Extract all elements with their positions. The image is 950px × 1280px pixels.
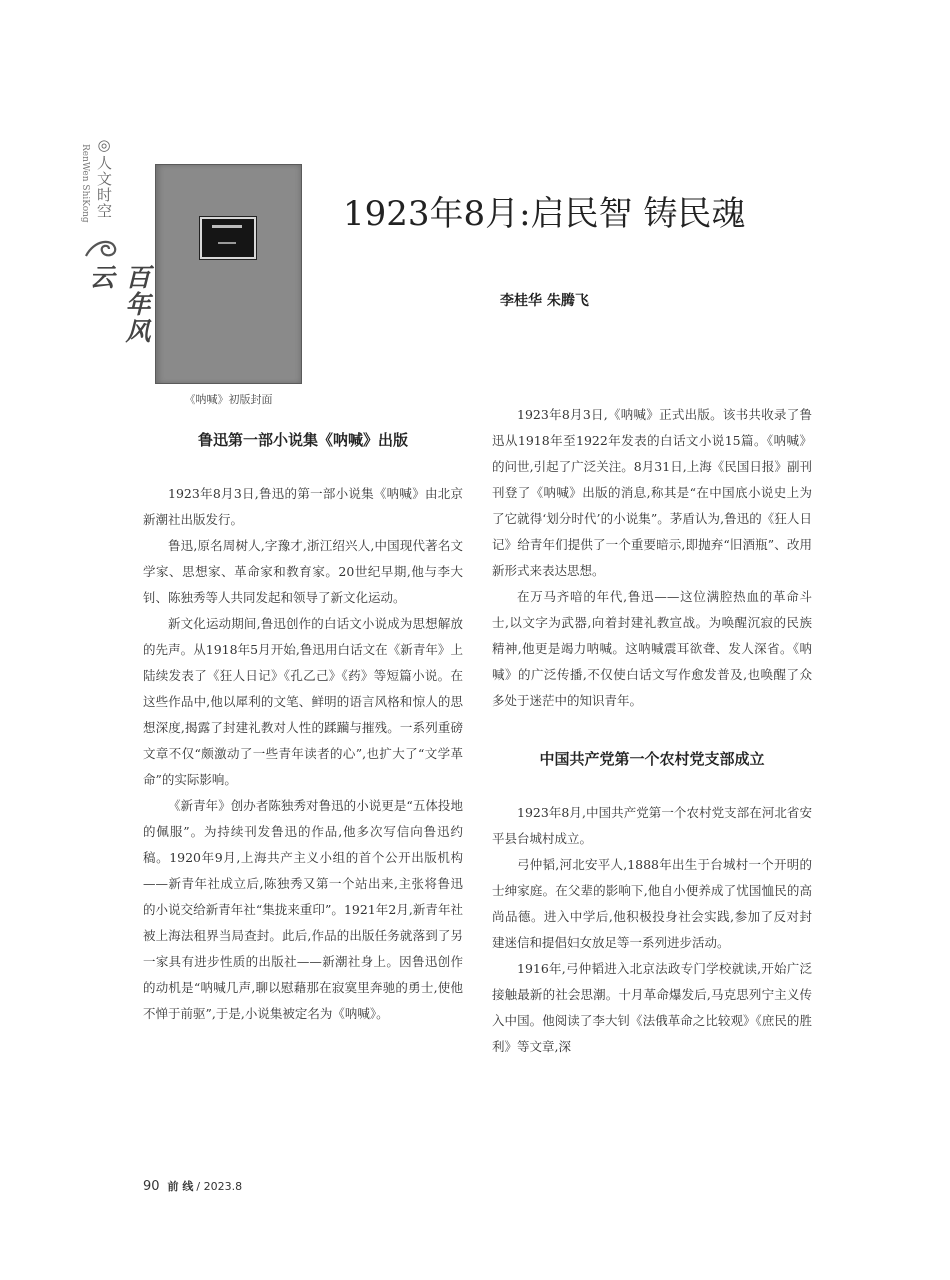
paragraph: 弓仲韬,河北安平人,1888年出生于台城村一个开明的士绅家庭。在父辈的影响下,他自小便养成了忧国恤民的高尚品德。进入中学后,他积极投身社会实践,参加了反对封建迷信和提倡妇女放足等一系列进步活动。 [492,857,812,950]
paragraph: 1916年,弓仲韬进入北京法政专门学校就读,开始广泛接触最新的社会思潮。十月革命爆发后,马克思列宁主义传入中国。他阅读了李大钊《法俄革命之比较观》《庶民的胜利》等文章,深 [492,961,812,1054]
swirl-ornament-icon [82,236,118,262]
left-column [143,429,463,1027]
cover-label [200,217,256,259]
article-title: 1923年8月:启民智 铸民魂 [343,194,746,234]
paragraph: 鲁迅,原名周树人,字豫才,浙江绍兴人,中国现代著名文学家、思想家、革命家和教育家。20世纪早期,他与李大钊、陈独秀等人共同发起和领导了新文化运动。 [143,538,463,605]
paragraph: 1923年8月3日,《呐喊》正式出版。该书共收录了鲁迅从1918年至1922年发表的白话文小说15篇。《呐喊》的问世,引起了广泛关注。8月31日,上海《民国日报》副刊刊登了《呐喊》出版的消息,称其是“在中国底小说史上为了它就得‘划分时代’的小说集”。茅盾认为,鲁迅的《狂人日记》给青年们提供了一个重要暗示,即抛弃“旧酒瓶”、改用新形式来表达思想。 [492,407,812,578]
issue-date: / 2023.8 [196,1180,243,1193]
section1-heading: 鲁迅第一部小说集《呐喊》出版 [197,431,408,449]
paragraph: 1923年8月,中国共产党第一个农村党支部在河北省安平县台城村成立。 [492,805,812,846]
paragraph: 在万马齐喑的年代,鲁迅——这位满腔热血的革命斗士,以文字为武器,向着封建礼教宣战。为唤醒沉寂的民族精神,他更是竭力呐喊。这呐喊震耳欲聋、发人深省。《呐喊》的广泛传播,不仅使白话文写作愈发普及,也唤醒了众多处于迷茫中的知识青年。 [492,589,812,708]
book-cover-image [155,164,302,384]
article-authors: 李桂华 朱腾飞 [500,293,589,309]
page-footer [143,1178,242,1194]
column-label: ◎人文时空 [95,136,113,219]
column-pinyin: RenWen ShiKong [80,144,90,223]
section2-heading: 中国共产党第一个农村党支部成立 [539,750,765,768]
paragraph: 1923年8月3日,鲁迅的第一部小说集《呐喊》由北京新潮社出版发行。 [143,486,463,527]
paragraph: 《新青年》创办者陈独秀对鲁迅的小说更是“五体投地的佩服”。为持续刊发鲁迅的作品,他多次写信向鲁迅约稿。1920年9月,上海共产主义小组的首个公开出版机构——新青年社成立后,陈独秀又第一个站出来,主张将鲁迅的小说交给新青年社“集拢来重印”。1921年2月,新青年社被上海法租界当局查封。此后,作品的出版任务就落到了另一家具有进步性质的出版社——新潮社身上。因鲁迅创作的动机是“呐喊几声,聊以慰藉那在寂寞里奔驰的勇士,使他不惮于前驱”,于是,小说集被定名为《呐喊》。 [143,798,463,1021]
magazine-name: 前 线 [167,1180,194,1193]
column-brand: 百年风云 [86,264,151,345]
paragraph: 新文化运动期间,鲁迅创作的白话文小说成为思想解放的先声。从1918年5月开始,鲁迅用白话文在《新青年》上陆续发表了《狂人日记》《孔乙己》《药》等短篇小说。在这些作品中,他以犀利的文笔、鲜明的语言风格和惊人的思想深度,揭露了封建礼教对人性的蹂躏与摧残。一系列重磅文章不仅“颇激动了一些青年读者的心”,也扩大了“文学革命”的实际影响。 [143,616,463,787]
column-sidebar [80,136,151,346]
right-column [492,402,812,1060]
cover-caption: 《呐喊》初版封面 [184,393,273,406]
page-number: 90 [143,1179,160,1194]
